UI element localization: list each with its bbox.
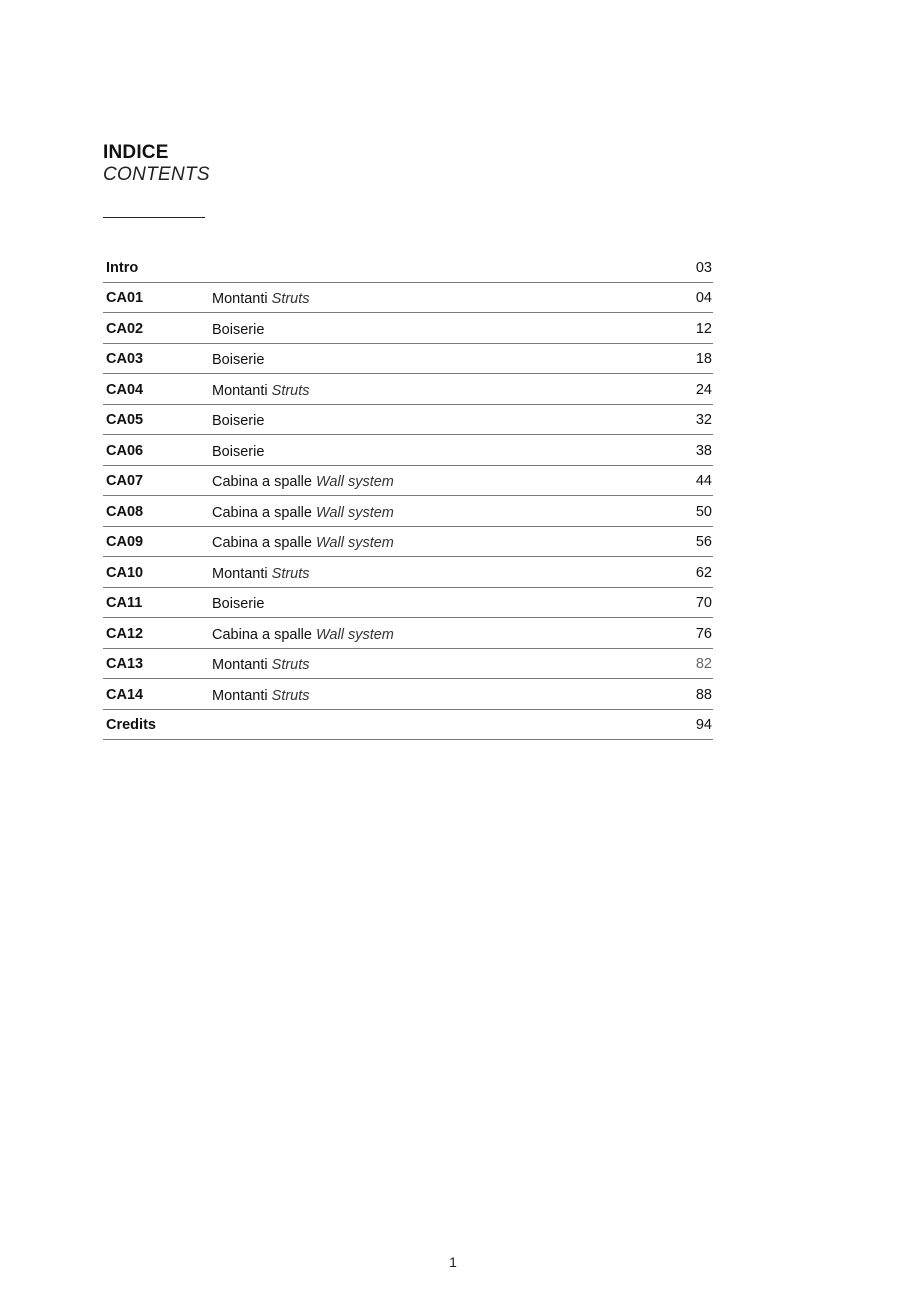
toc-description	[212, 627, 394, 643]
toc-page-number: 50	[695, 503, 712, 520]
toc-code: Intro	[106, 259, 139, 276]
toc-code: CA14	[106, 686, 144, 703]
toc-page-number: 76	[695, 625, 712, 642]
toc-description-italian: Montanti	[212, 382, 268, 399]
toc-description	[212, 352, 264, 368]
toc-description-english: Wall system	[316, 504, 394, 521]
toc-row[interactable]	[103, 466, 713, 497]
toc-code: CA08	[106, 503, 144, 520]
toc-row[interactable]	[103, 313, 713, 344]
heading-divider	[103, 217, 205, 218]
page-number: 1	[449, 1254, 457, 1270]
toc-description-italian: Montanti	[212, 657, 268, 673]
toc-code: CA05	[106, 412, 144, 428]
toc-code: CA01	[106, 290, 144, 306]
toc-description	[212, 566, 310, 582]
toc-row[interactable]	[103, 374, 713, 405]
toc-code: CA09	[106, 534, 144, 550]
toc-page-number: 24	[695, 381, 712, 398]
toc-description-italian: Boiserie	[212, 413, 265, 429]
toc-page-number: 38	[695, 442, 712, 459]
toc-description-english: Wall system	[316, 626, 394, 643]
toc-description-english: Struts	[271, 382, 310, 399]
toc-code: CA11	[106, 595, 143, 611]
toc-description	[212, 505, 394, 521]
toc-description-english: Wall system	[316, 535, 394, 551]
toc-description	[212, 657, 310, 673]
toc-description-english: Struts	[271, 291, 310, 307]
toc-row[interactable]	[103, 557, 713, 588]
page-title: INDICE	[103, 142, 169, 163]
toc-code: CA10	[106, 564, 144, 581]
toc-description-italian: Cabina a spalle	[212, 626, 312, 643]
toc-row[interactable]	[103, 618, 713, 649]
toc-page-number: 18	[695, 351, 712, 367]
toc-page-number: 82	[695, 656, 712, 672]
toc-page-number: 94	[695, 717, 712, 733]
toc-code: CA03	[106, 351, 144, 367]
toc-page-number: 44	[695, 473, 712, 489]
toc-description-italian: Cabina a spalle	[212, 535, 312, 551]
toc-code: CA02	[106, 320, 144, 337]
toc-code: CA12	[106, 625, 144, 642]
toc-description	[212, 444, 264, 460]
toc-description	[212, 474, 394, 490]
toc-page-number: 56	[695, 534, 712, 550]
table-of-contents	[103, 252, 713, 740]
toc-row[interactable]	[103, 283, 713, 314]
toc-page-number: 12	[695, 320, 712, 337]
toc-page-number: 32	[695, 412, 712, 428]
toc-description	[212, 596, 264, 612]
toc-row[interactable]	[103, 496, 713, 527]
toc-description-italian: Cabina a spalle	[212, 504, 312, 521]
toc-page-number: 70	[695, 595, 712, 611]
toc-description	[212, 291, 310, 307]
toc-description-english: Struts	[271, 687, 310, 704]
toc-description-english: Struts	[271, 565, 310, 582]
toc-row[interactable]	[103, 435, 713, 466]
toc-row[interactable]	[103, 649, 713, 680]
toc-code: CA04	[106, 381, 144, 398]
toc-page-number: 62	[695, 564, 712, 581]
toc-description	[212, 413, 264, 429]
toc-description-italian: Montanti	[212, 565, 268, 582]
toc-description-italian: Cabina a spalle	[212, 474, 312, 490]
toc-row[interactable]	[103, 527, 713, 558]
toc-row[interactable]	[103, 252, 713, 283]
toc-description	[212, 688, 310, 704]
toc-code: CA06	[106, 442, 144, 459]
toc-description-english: Struts	[271, 657, 310, 673]
toc-page-number: 04	[695, 290, 712, 306]
toc-code: CA07	[106, 473, 144, 489]
toc-code: Credits	[106, 717, 156, 733]
toc-description	[212, 535, 394, 551]
toc-description-italian: Boiserie	[212, 596, 265, 612]
toc-row[interactable]	[103, 679, 713, 710]
toc-description-italian: Montanti	[212, 291, 268, 307]
toc-description-italian: Boiserie	[212, 321, 265, 338]
toc-description-italian: Montanti	[212, 687, 268, 704]
toc-description	[212, 322, 264, 338]
toc-code: CA13	[106, 656, 144, 672]
page-subtitle: CONTENTS	[103, 164, 210, 185]
toc-description-english: Wall system	[316, 474, 394, 490]
toc-description-italian: Boiserie	[212, 352, 265, 368]
toc-row[interactable]	[103, 344, 713, 375]
toc-row[interactable]	[103, 405, 713, 436]
toc-page-number: 88	[695, 686, 712, 703]
toc-description-italian: Boiserie	[212, 443, 265, 460]
toc-row[interactable]	[103, 710, 713, 741]
toc-description	[212, 383, 310, 399]
toc-row[interactable]	[103, 588, 713, 619]
page-heading	[103, 142, 210, 186]
toc-page-number: 03	[695, 259, 712, 276]
